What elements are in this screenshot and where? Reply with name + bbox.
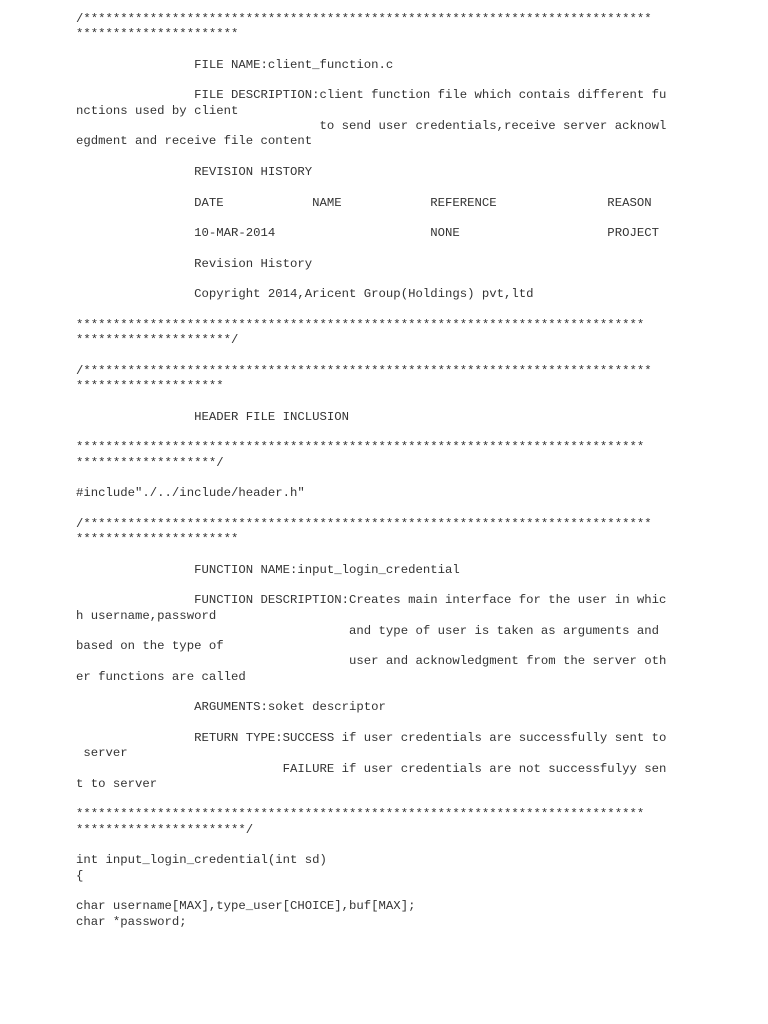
code-line: char *password;	[76, 914, 187, 929]
code-line: Revision History	[76, 256, 313, 271]
code-line: to send user credentials,receive server acknowl	[76, 119, 667, 134]
blank-line	[76, 884, 676, 899]
blank-line	[76, 211, 676, 226]
blank-line	[76, 716, 676, 731]
code-line: /*****************************************************************************	[76, 12, 652, 26]
code-line: h username,password	[76, 608, 217, 623]
code-line: FUNCTION NAME:input_login_credential	[76, 562, 460, 577]
code-line: HEADER FILE INCLUSION	[76, 409, 350, 424]
blank-line	[76, 73, 676, 88]
code-line: **********************	[76, 532, 239, 547]
code-line: *****************************************************************************	[76, 807, 645, 822]
blank-line	[76, 303, 676, 318]
code-line: egdment and receive file content	[76, 134, 313, 149]
code-line: /*****************************************************************************	[76, 516, 652, 531]
blank-line	[76, 180, 676, 195]
blank-line	[76, 838, 676, 853]
code-line: FUNCTION DESCRIPTION:Creates main interface for the user in whic	[76, 593, 667, 608]
blank-line	[76, 241, 676, 256]
code-line: based on the type of	[76, 639, 224, 654]
code-line: *********************/	[76, 333, 239, 348]
code-line: *****************************************************************************	[76, 440, 645, 455]
code-line: FILE DESCRIPTION:client function file which contais different fu	[76, 88, 667, 103]
code-line: FILE NAME:client_function.c	[76, 57, 394, 72]
code-line: user and acknowledgment from the server oth	[76, 654, 667, 669]
code-line: DATE NAME REFERENCE REASON	[76, 195, 652, 210]
code-line: er functions are called	[76, 669, 246, 684]
code-line: ********************	[76, 379, 224, 394]
blank-line	[76, 547, 676, 562]
source-code-listing	[76, 12, 676, 930]
code-line: Copyright 2014,Aricent Group(Holdings) pvt,ltd	[76, 287, 534, 302]
code-line: #include"./../include/header.h"	[76, 486, 305, 501]
code-line: char username[MAX],type_user[CHOICE],buf[MAX];	[76, 899, 416, 914]
blank-line	[76, 150, 676, 165]
code-line: int input_login_credential(int sd)	[76, 853, 327, 868]
blank-line	[76, 685, 676, 700]
blank-line	[76, 349, 676, 364]
blank-line	[76, 792, 676, 807]
blank-line	[76, 502, 676, 517]
code-line: RETURN TYPE:SUCCESS if user credentials are successfully sent to	[76, 730, 667, 745]
blank-line	[76, 578, 676, 593]
code-line: ***********************/	[76, 822, 254, 837]
code-line: and type of user is taken as arguments and	[76, 623, 667, 638]
code-line: 10-MAR-2014 NONE PROJECT	[76, 226, 659, 241]
code-line: REVISION HISTORY	[76, 164, 313, 179]
code-line: nctions used by client	[76, 103, 239, 118]
blank-line	[76, 43, 676, 58]
code-line: server	[76, 746, 128, 761]
blank-line	[76, 425, 676, 440]
blank-line	[76, 394, 676, 409]
blank-line	[76, 272, 676, 287]
code-line: *******************/	[76, 455, 224, 470]
code-line: **********************	[76, 27, 239, 42]
code-line: *****************************************************************************	[76, 317, 645, 332]
code-line: FAILURE if user credentials are not successfulyy sen	[76, 761, 667, 776]
blank-line	[76, 471, 676, 486]
code-line: ARGUMENTS:soket descriptor	[76, 700, 386, 715]
code-line: /*****************************************************************************	[76, 363, 652, 378]
code-line: {	[76, 868, 84, 883]
code-line: t to server	[76, 776, 158, 791]
